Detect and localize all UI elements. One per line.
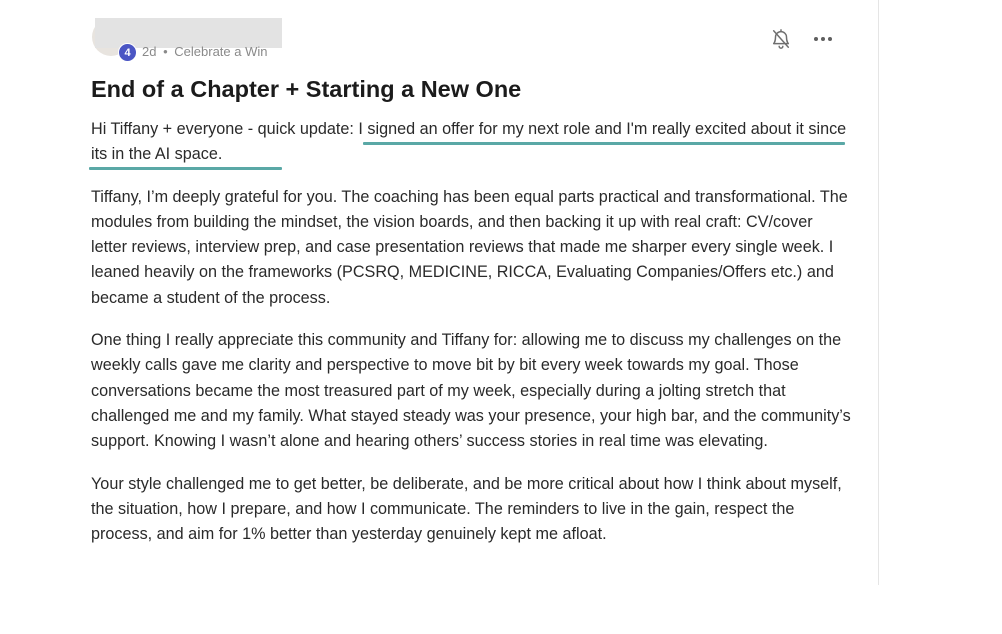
post-title: End of a Chapter + Starting a New One (91, 76, 522, 102)
highlight-underline (363, 142, 845, 145)
highlight-underline (89, 167, 282, 170)
post-category[interactable]: Celebrate a Win (174, 44, 268, 59)
post-paragraph: One thing I really appreciate this community and Tiffany for: allowing me to discuss my challenges on the weekly calls gave me clarity and perspective to move bit by bit every week towards my goal. Those conversations became the most treasured part of my week, especially during a jolting stretch that challenged me and my family. What stayed steady was your presence, your high bar, and the community’s support. Knowing I wasn’t alone and hearing others’ success stories in real time was elevating. (91, 331, 851, 451)
intro-lead-text: Hi Tiffany + everyone - quick update: (91, 120, 359, 138)
post-time: 2d (142, 44, 157, 59)
intro-highlighted-text: I signed an offer for my next role and I'm really excited about it since its in the AI space. (91, 120, 847, 164)
post-paragraph: Your style challenged me to get better, be deliberate, and be more critical about how I think about myself, the situation, how I prepare, and how I communicate. The reminders to live in the gain, respect the process, and aim for 1% better than yesterday genuinely kept me afloat. (91, 474, 842, 544)
post-paragraph: Tiffany, I’m deeply grateful for you. The coaching has been equal parts practical and transformational. The modules from building the mindset, the vision boards, and then backing it up with real craft: CV/cover letter reviews, interview prep, and case presentation reviews that made me sharper every single week. I leaned heavily on the frameworks (PCSRQ, MEDICINE, RICCA, Evaluating Companies/Offers etc.) and became a student of the process. (91, 187, 848, 307)
post-body (91, 117, 851, 564)
meta-separator: • (163, 44, 168, 59)
more-horizontal-icon[interactable] (811, 28, 835, 50)
post-meta (142, 44, 268, 59)
bell-off-icon[interactable] (770, 28, 792, 50)
level-badge: 4 (118, 43, 137, 62)
